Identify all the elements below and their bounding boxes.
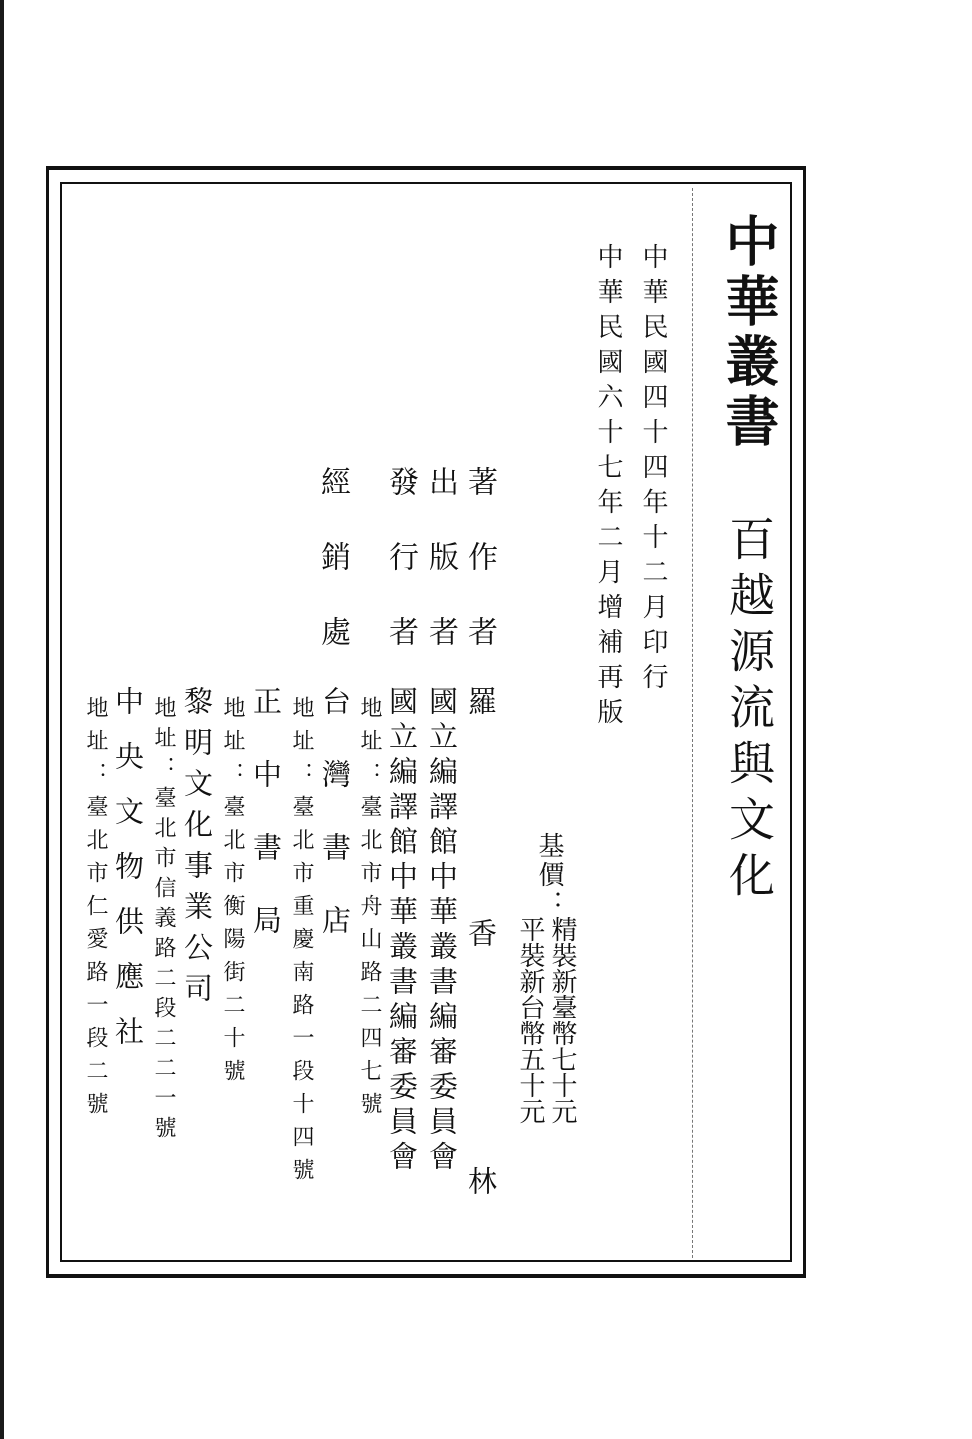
issuer-address: 地址：臺北市舟山路二四七號	[357, 696, 382, 1125]
distributor-name: 台灣書店	[318, 686, 352, 978]
revised-edition-date: 中華民國六十七年二月增補再版	[593, 243, 623, 733]
first-printing-date: 中華民國四十四年十二月印行	[638, 243, 668, 698]
distributor-name: 正中書局	[249, 686, 283, 978]
distributor-address: 地址：臺北市信義路二段二二一號	[151, 696, 176, 1146]
author-label: 著作者	[462, 466, 497, 691]
distributor-address: 地址：臺北市仁愛路一段二號	[83, 696, 108, 1125]
distributor-address: 地址：臺北市重慶南路一段十四號	[289, 696, 314, 1191]
distributor-address: 地址：臺北市衡陽街二十號	[220, 696, 245, 1092]
page-edge-line	[0, 0, 4, 1439]
distributor-name: 黎明文化事業公司	[180, 686, 214, 1014]
series-title: 中華叢書	[717, 213, 781, 453]
title-divider	[692, 188, 693, 1258]
distributor-name: 中央文物供應社	[111, 686, 145, 1071]
author-name-part: 林	[464, 1166, 498, 1195]
price-paperback: 平裝新台幣五十元	[515, 916, 545, 1124]
issuer-name: 國立編譯館中華叢書編審委員會	[385, 686, 419, 1176]
distributor-label: 經銷處	[315, 466, 350, 691]
publisher-name: 國立編譯館中華叢書編審委員會	[425, 686, 459, 1176]
price-hardcover: 精裝新臺幣七十元	[547, 916, 577, 1124]
issuer-label: 發行者	[383, 466, 418, 691]
publisher-label: 出版者	[423, 466, 458, 691]
price-label: 基價：	[534, 832, 564, 919]
author-name-part: 羅	[464, 686, 498, 715]
book-title: 百越源流與文化	[722, 515, 776, 907]
author-name-part: 香	[464, 918, 498, 947]
